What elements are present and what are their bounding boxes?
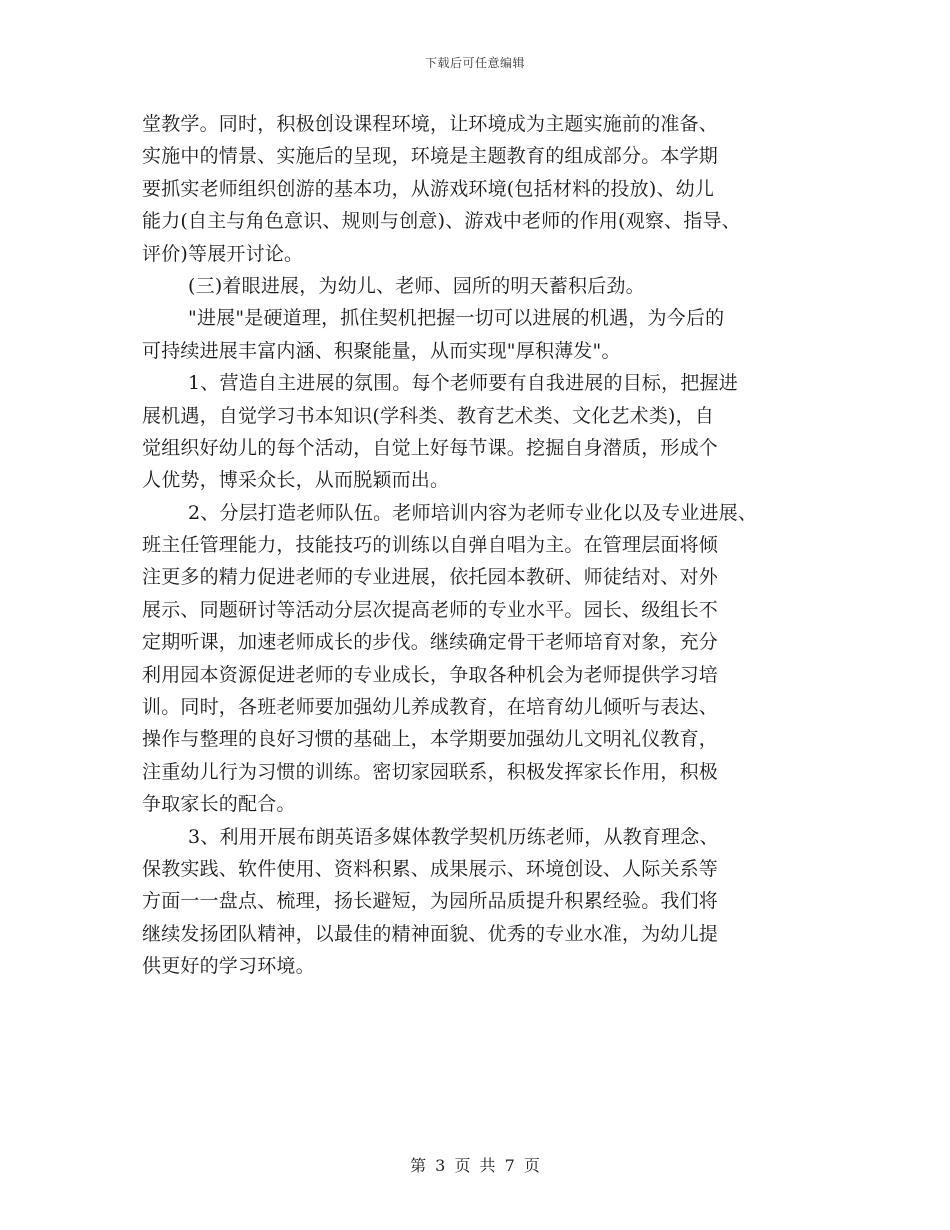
page-header: 下载后可任意编辑 (424, 56, 525, 70)
paragraph-item-3 (142, 821, 822, 983)
text-line: 注重幼儿行为习惯的训练。密切家园联系，积极发挥家长作用，积极 (142, 760, 719, 783)
text-line: 争取家长的配合。 (142, 793, 296, 816)
text-line: 定期听课，加速老师成长的步伐。继续确定骨干老师培育对象，充分 (142, 631, 719, 654)
text-line: 能力(自主与角色意识、规则与创意)、游戏中老师的作用(观察、指导、 (142, 210, 741, 233)
text-line: 3、利用开展布朗英语多媒体教学契机历练老师，从教育理念、 (188, 825, 719, 848)
text-line: 堂教学。同时，积极创设课程环境，让环境成为主题实施前的准备、 (142, 113, 719, 135)
paragraph-continuation (142, 108, 822, 270)
paragraph-progress-intro (142, 302, 822, 367)
paragraph-item-2 (142, 497, 822, 821)
text-line: 班主任管理能力，技能技巧的训练以自弹自唱为主。在管理层面将倾 (142, 534, 719, 557)
text-line: 1、营造自主进展的氛围。每个老师要有自我进展的目标，把握进 (188, 372, 738, 395)
text-line: 继续发扬团队精神，以最佳的精神面貌、优秀的专业水准，为幼儿提 (142, 922, 719, 945)
document-body (142, 108, 822, 983)
text-line: 保教实践、软件使用、资料积累、成果展示、环境创设、人际关系等 (142, 857, 719, 880)
text-line: 展示、同题研讨等活动分层次提高老师的专业水平。园长、级组长不 (142, 598, 719, 621)
text-line: 评价)等展开讨论。 (142, 242, 304, 265)
text-line: 展机遇，自觉学习书本知识(学科类、教育艺术类、文化艺术类)，自 (142, 404, 715, 427)
page-number-footer: 第 3 页 共 7 页 (410, 1156, 540, 1175)
text-line: 方面一一盘点、梳理，扬长避短，为园所品质提升积累经验。我们将 (142, 890, 719, 913)
text-line: 可持续进展丰富内涵、积聚能量，从而实现"厚积薄发"。 (142, 339, 621, 362)
text-line: 注更多的精力促进老师的专业进展，依托园本教研、师徒结对、对外 (142, 566, 719, 589)
text-line: "进展"是硬道理，抓住契机把握一切可以进展的机遇，为今后的 (188, 307, 725, 330)
text-line: (三)着眼进展，为幼儿、老师、园所的明天蓄积后劲。 (188, 274, 645, 297)
text-line: 供更好的学习环境。 (142, 955, 315, 978)
text-line: 人优势，博采众长，从而脱颖而出。 (142, 469, 450, 492)
text-line: 要抓实老师组织创游的基本功，从游戏环境(包括材料的投放)、幼儿 (142, 177, 715, 200)
text-line: 实施中的情景、实施后的呈现，环境是主题教育的组成部分。本学期 (142, 145, 719, 168)
text-line: 利用园本资源促进老师的专业成长，争取各种机会为老师提供学习培 (142, 663, 719, 686)
section-heading-three (142, 270, 822, 302)
text-line: 训。同时，各班老师要加强幼儿养成教育，在培育幼儿倾听与表达、 (142, 696, 719, 719)
text-line: 操作与整理的良好习惯的基础上，本学期要加强幼儿文明礼仪教育， (142, 728, 719, 751)
text-line: 觉组织好幼儿的每个活动，自觉上好每节课。挖掘自身潜质，形成个 (142, 436, 719, 459)
text-line: 2、分层打造老师队伍。老师培训内容为老师专业化以及专业进展、 (188, 501, 758, 524)
paragraph-item-1 (142, 367, 822, 497)
